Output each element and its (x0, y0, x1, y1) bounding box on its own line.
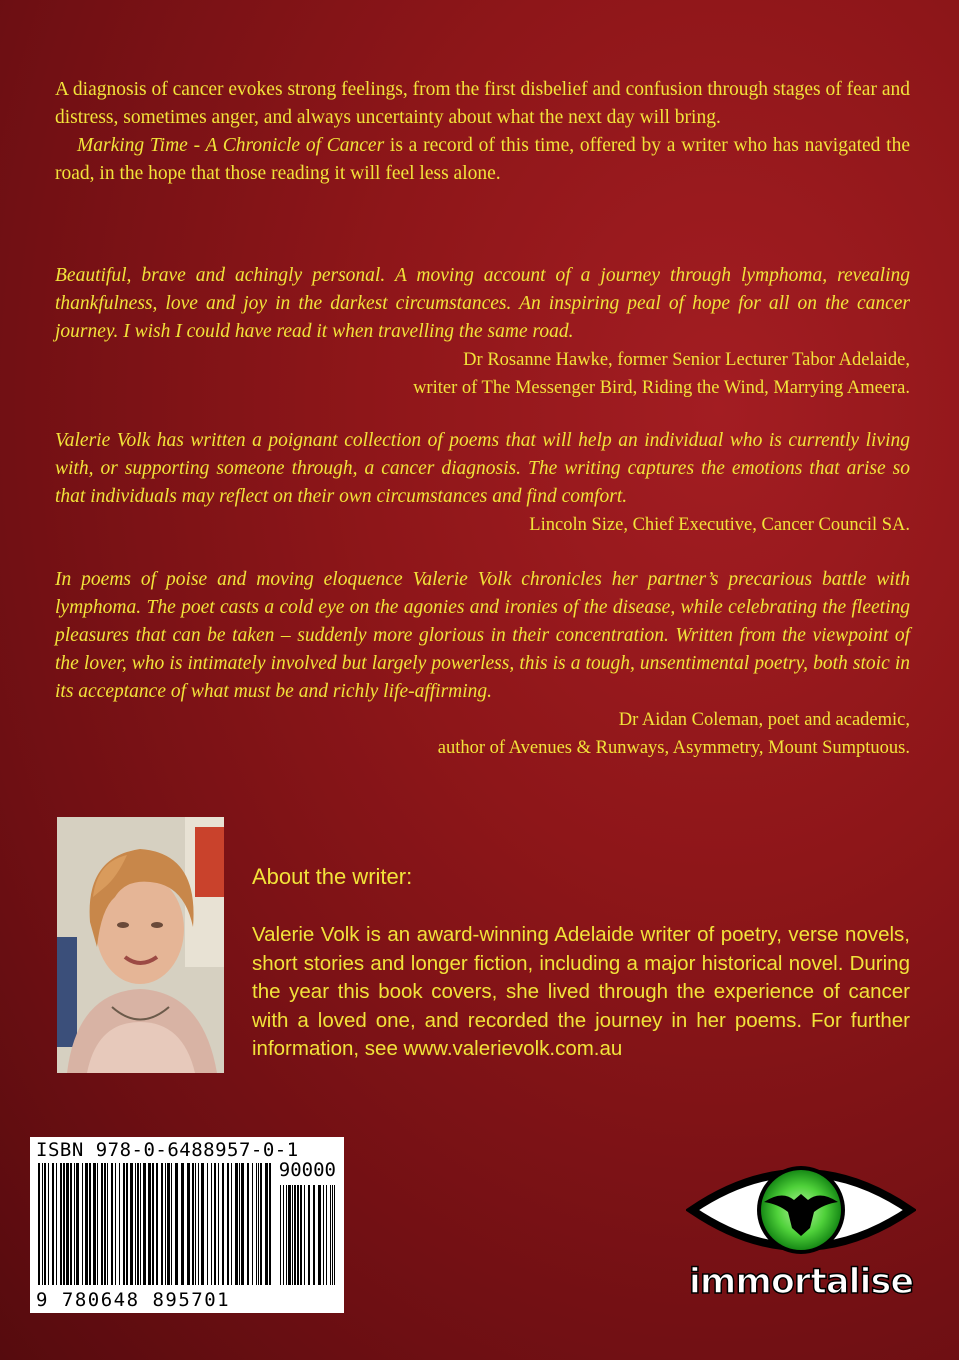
review-attribution: author of Avenues & Runways, Asymmetry, Mount Sumptuous. (437, 738, 910, 758)
publisher-name: immortalise (688, 1262, 914, 1302)
author-photo (57, 817, 224, 1073)
review-quote: Valerie Volk has written a poignant collection of poems that will help an individual who is currently living with, or supporting someone through, a cancer diagnosis. The writing captures the emotions that arise so that individuals may reflect on their own circumstances and find comfort. (55, 430, 910, 507)
intro-paragraph-1: A diagnosis of cancer evokes strong feelings, from the first disbelief and confusion through stages of fear and distress, sometimes anger, and always uncertainty about what the next day will bring. (55, 79, 910, 128)
review-attribution: Lincoln Size, Chief Executive, Cancer Council SA. (529, 515, 910, 535)
eye-logo-icon (686, 1150, 916, 1270)
review-attribution: writer of The Messenger Bird, Riding the Wind, Marrying Ameera. (413, 378, 910, 398)
review-attribution: Dr Rosanne Hawke, former Senior Lecturer Tabor Adelaide, (463, 350, 910, 370)
isbn-barcode (30, 1137, 344, 1313)
intro-paragraph-2 (55, 132, 910, 188)
review-quote: Beautiful, brave and achingly personal. A moving account of a journey through lymphoma, revealing thankfulness, love and joy in the darkest circumstances. An inspiring peal of hope for all on the cancer journey. I wish I could have read it when travelling the same road. (55, 265, 910, 342)
isbn-label: ISBN 978-0-6488957-0-1 (36, 1139, 299, 1161)
book-title: Marking Time - A Chronicle of Cancer (77, 135, 385, 156)
publisher-logo (686, 1150, 916, 1310)
intro-paragraph-2-text: is a record of this time, offered by a writer who has navigated the road, in the hope that those reading it will feel less alone. (55, 135, 910, 184)
barcode-bars-icon (30, 1137, 344, 1313)
barcode-digits: 9 780648 895701 (36, 1289, 231, 1311)
author-portrait-icon (57, 817, 224, 1073)
price-code: 90000 (278, 1159, 336, 1181)
review-rosanne-hawke (55, 262, 910, 402)
review-aidan-coleman (55, 566, 910, 762)
review-lincoln-size (55, 427, 910, 539)
intro-blurb (55, 76, 910, 188)
about-body: Valerie Volk is an award-winning Adelaide writer of poetry, verse novels, short stories and longer fiction, including a major historical novel. During the year this book covers, she lived through the experience of cancer with a loved one, and recorded the journey in her poems. For further information, see www.valerievolk.com.au (252, 923, 910, 1060)
about-heading: About the writer: (252, 864, 413, 889)
review-attribution: Dr Aidan Coleman, poet and academic, (618, 710, 910, 730)
review-quote: In poems of poise and moving eloquence Valerie Volk chronicles her partner’s precarious battle with lymphoma. The poet casts a cold eye on the agonies and ironies of the disease, while celebrating the fleeting pleasures that can be taken – suddenly more glorious in their concentration. Written from the viewpoint of the lover, who is intimately involved but largely powerless, this is a tough, unsentimental poetry, both stoic in its acceptance of what must be and richly life-affirming. (55, 569, 910, 702)
